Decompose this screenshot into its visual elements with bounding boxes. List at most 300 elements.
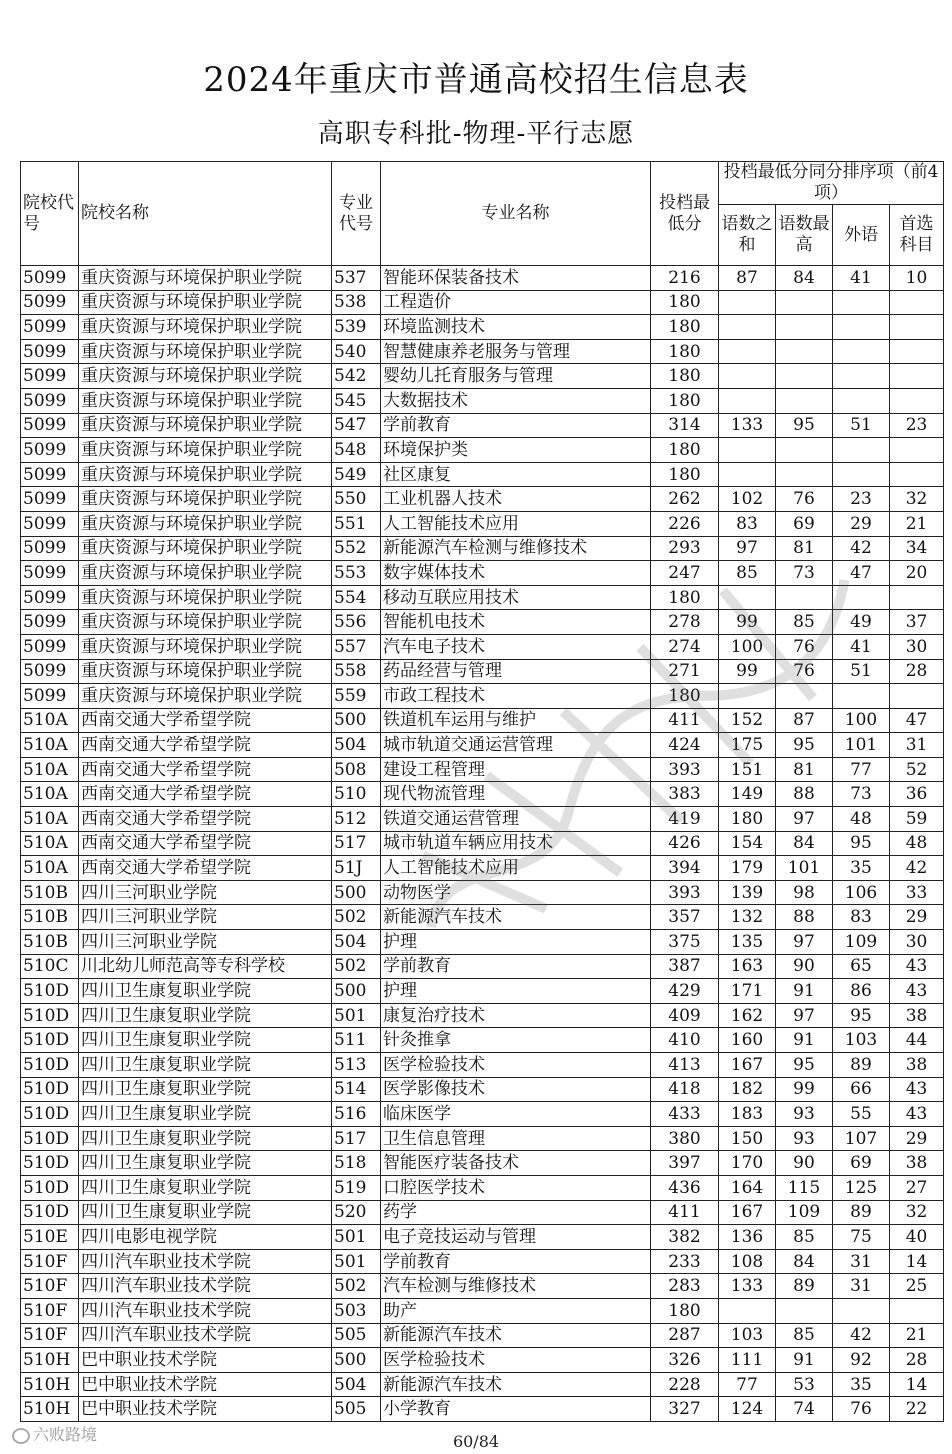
foreign-lang-cell: 103	[833, 1028, 890, 1053]
major-code-cell: 501	[332, 1249, 381, 1274]
foreign-lang-cell: 75	[833, 1225, 890, 1250]
major-code-cell: 513	[332, 1053, 381, 1078]
school-name-cell: 四川汽车职业技术学院	[79, 1323, 332, 1348]
table-row	[21, 585, 944, 610]
max-cn-math-cell	[776, 684, 833, 709]
page-title: 2024年重庆市普通高校招生信息表	[203, 60, 749, 100]
school-name-cell: 重庆资源与环境保护职业学院	[79, 315, 332, 340]
sum-cn-math-cell: 108	[719, 1249, 776, 1274]
sum-cn-math-cell: 103	[719, 1323, 776, 1348]
first-subject-cell: 43	[890, 1077, 944, 1102]
table-row	[21, 1225, 944, 1250]
min-score-cell: 274	[651, 634, 719, 659]
sum-cn-math-cell: 83	[719, 511, 776, 536]
school-name-cell: 重庆资源与环境保护职业学院	[79, 388, 332, 413]
major-code-cell: 519	[332, 1175, 381, 1200]
school-code-cell: 5099	[21, 462, 79, 487]
school-code-cell: 510A	[21, 807, 79, 832]
major-name-cell: 临床医学	[381, 1102, 651, 1127]
header-school-name: 院校名称	[79, 162, 332, 266]
foreign-lang-cell: 41	[833, 634, 890, 659]
foreign-lang-cell	[833, 684, 890, 709]
sum-cn-math-cell	[719, 585, 776, 610]
foreign-lang-cell: 29	[833, 511, 890, 536]
school-code-cell: 510F	[21, 1274, 79, 1299]
major-code-cell: 500	[332, 880, 381, 905]
foreign-lang-cell: 51	[833, 659, 890, 684]
min-score-cell: 180	[651, 339, 719, 364]
first-subject-cell: 47	[890, 708, 944, 733]
major-name-cell: 学前教育	[381, 954, 651, 979]
max-cn-math-cell: 81	[776, 536, 833, 561]
foreign-lang-cell: 49	[833, 610, 890, 635]
school-code-cell: 510B	[21, 905, 79, 930]
first-subject-cell: 48	[890, 831, 944, 856]
school-name-cell: 西南交通大学希望学院	[79, 733, 332, 758]
sum-cn-math-cell: 77	[719, 1372, 776, 1397]
admission-table	[20, 161, 944, 1422]
sum-cn-math-cell	[719, 1298, 776, 1323]
major-code-cell: 511	[332, 1028, 381, 1053]
major-code-cell: 504	[332, 930, 381, 955]
school-code-cell: 510F	[21, 1249, 79, 1274]
foreign-lang-cell: 83	[833, 905, 890, 930]
school-name-cell: 西南交通大学希望学院	[79, 708, 332, 733]
table-row	[21, 880, 944, 905]
foreign-lang-cell: 31	[833, 1274, 890, 1299]
max-cn-math-cell: 88	[776, 782, 833, 807]
sum-cn-math-cell: 164	[719, 1175, 776, 1200]
school-code-cell: 510D	[21, 1151, 79, 1176]
table-row	[21, 438, 944, 463]
sum-cn-math-cell: 170	[719, 1151, 776, 1176]
header-school-code: 院校代号	[21, 162, 79, 266]
school-name-cell: 巴中职业技术学院	[79, 1372, 332, 1397]
min-score-cell: 278	[651, 610, 719, 635]
sum-cn-math-cell: 111	[719, 1348, 776, 1373]
major-name-cell: 医学检验技术	[381, 1348, 651, 1373]
major-code-cell: 540	[332, 339, 381, 364]
school-name-cell: 重庆资源与环境保护职业学院	[79, 462, 332, 487]
min-score-cell: 418	[651, 1077, 719, 1102]
table-row	[21, 1298, 944, 1323]
min-score-cell: 387	[651, 954, 719, 979]
major-name-cell: 新能源汽车技术	[381, 905, 651, 930]
foreign-lang-cell: 42	[833, 1323, 890, 1348]
foreign-lang-cell: 23	[833, 487, 890, 512]
school-code-cell: 510D	[21, 1003, 79, 1028]
major-code-cell: 51J	[332, 856, 381, 881]
major-name-cell: 康复治疗技术	[381, 1003, 651, 1028]
sum-cn-math-cell: 160	[719, 1028, 776, 1053]
table-row	[21, 561, 944, 586]
school-code-cell: 510D	[21, 1200, 79, 1225]
foreign-lang-cell	[833, 339, 890, 364]
min-score-cell: 394	[651, 856, 719, 881]
major-name-cell: 社区康复	[381, 462, 651, 487]
school-code-cell: 510F	[21, 1323, 79, 1348]
min-score-cell: 410	[651, 1028, 719, 1053]
school-name-cell: 巴中职业技术学院	[79, 1348, 332, 1373]
school-name-cell: 四川卫生康复职业学院	[79, 1077, 332, 1102]
min-score-cell: 228	[651, 1372, 719, 1397]
school-code-cell: 510H	[21, 1348, 79, 1373]
table-row	[21, 757, 944, 782]
first-subject-cell: 38	[890, 1151, 944, 1176]
school-code-cell: 5099	[21, 339, 79, 364]
major-name-cell: 移动互联应用技术	[381, 585, 651, 610]
major-code-cell: 548	[332, 438, 381, 463]
max-cn-math-cell: 99	[776, 1077, 833, 1102]
school-name-cell: 西南交通大学希望学院	[79, 856, 332, 881]
max-cn-math-cell: 84	[776, 1249, 833, 1274]
max-cn-math-cell: 69	[776, 511, 833, 536]
first-subject-cell: 10	[890, 266, 944, 291]
major-name-cell: 大数据技术	[381, 388, 651, 413]
first-subject-cell: 14	[890, 1372, 944, 1397]
table-row	[21, 708, 944, 733]
school-name-cell: 四川卫生康复职业学院	[79, 1151, 332, 1176]
first-subject-cell	[890, 339, 944, 364]
table-row	[21, 634, 944, 659]
table-row	[21, 1151, 944, 1176]
school-name-cell: 重庆资源与环境保护职业学院	[79, 684, 332, 709]
foreign-lang-cell: 92	[833, 1348, 890, 1373]
school-code-cell: 510A	[21, 733, 79, 758]
school-code-cell: 510A	[21, 856, 79, 881]
first-subject-cell: 31	[890, 733, 944, 758]
max-cn-math-cell	[776, 1298, 833, 1323]
table-row	[21, 1077, 944, 1102]
foreign-lang-cell: 76	[833, 1397, 890, 1422]
school-name-cell: 四川卫生康复职业学院	[79, 979, 332, 1004]
major-name-cell: 新能源汽车技术	[381, 1372, 651, 1397]
school-code-cell: 510A	[21, 708, 79, 733]
major-name-cell: 口腔医学技术	[381, 1175, 651, 1200]
min-score-cell: 357	[651, 905, 719, 930]
first-subject-cell	[890, 684, 944, 709]
max-cn-math-cell: 97	[776, 807, 833, 832]
school-code-cell: 510D	[21, 1102, 79, 1127]
major-code-cell: 542	[332, 364, 381, 389]
header-sub3: 外语	[833, 205, 890, 266]
major-code-cell: 500	[332, 1348, 381, 1373]
major-name-cell: 智能医疗装备技术	[381, 1151, 651, 1176]
max-cn-math-cell: 101	[776, 856, 833, 881]
foreign-lang-cell	[833, 462, 890, 487]
table-row	[21, 1028, 944, 1053]
min-score-cell: 327	[651, 1397, 719, 1422]
sum-cn-math-cell: 154	[719, 831, 776, 856]
sum-cn-math-cell: 182	[719, 1077, 776, 1102]
sum-cn-math-cell: 133	[719, 1274, 776, 1299]
school-code-cell: 510E	[21, 1225, 79, 1250]
foreign-lang-cell: 107	[833, 1126, 890, 1151]
major-name-cell: 学前教育	[381, 1249, 651, 1274]
major-code-cell: 501	[332, 1225, 381, 1250]
min-score-cell: 180	[651, 684, 719, 709]
min-score-cell: 393	[651, 757, 719, 782]
major-code-cell: 557	[332, 634, 381, 659]
max-cn-math-cell: 95	[776, 1053, 833, 1078]
sum-cn-math-cell: 100	[719, 634, 776, 659]
sum-cn-math-cell: 162	[719, 1003, 776, 1028]
max-cn-math-cell: 95	[776, 733, 833, 758]
school-code-cell: 5099	[21, 364, 79, 389]
table-row	[21, 1397, 944, 1422]
first-subject-cell: 34	[890, 536, 944, 561]
first-subject-cell	[890, 585, 944, 610]
header-sub4: 首选科目	[890, 205, 944, 266]
max-cn-math-cell: 91	[776, 1348, 833, 1373]
major-name-cell: 助产	[381, 1298, 651, 1323]
first-subject-cell	[890, 388, 944, 413]
sum-cn-math-cell: 135	[719, 930, 776, 955]
first-subject-cell: 22	[890, 1397, 944, 1422]
first-subject-cell: 25	[890, 1274, 944, 1299]
school-name-cell: 四川三河职业学院	[79, 930, 332, 955]
major-name-cell: 智能机电技术	[381, 610, 651, 635]
major-code-cell: 500	[332, 708, 381, 733]
header-min-score: 投档最低分	[651, 162, 719, 266]
max-cn-math-cell: 89	[776, 1274, 833, 1299]
min-score-cell: 180	[651, 438, 719, 463]
sum-cn-math-cell: 149	[719, 782, 776, 807]
major-name-cell: 新能源汽车检测与维修技术	[381, 536, 651, 561]
min-score-cell: 180	[651, 585, 719, 610]
major-name-cell: 建设工程管理	[381, 757, 651, 782]
max-cn-math-cell: 109	[776, 1200, 833, 1225]
foreign-lang-cell	[833, 364, 890, 389]
max-cn-math-cell: 74	[776, 1397, 833, 1422]
min-score-cell: 262	[651, 487, 719, 512]
school-name-cell: 四川卫生康复职业学院	[79, 1053, 332, 1078]
major-code-cell: 514	[332, 1077, 381, 1102]
max-cn-math-cell: 85	[776, 1225, 833, 1250]
foreign-lang-cell	[833, 585, 890, 610]
table-row	[21, 1053, 944, 1078]
foreign-lang-cell: 106	[833, 880, 890, 905]
table-row	[21, 339, 944, 364]
header-sub1: 语数之和	[719, 205, 776, 266]
school-code-cell: 5099	[21, 290, 79, 315]
school-name-cell: 西南交通大学希望学院	[79, 782, 332, 807]
school-name-cell: 四川卫生康复职业学院	[79, 1175, 332, 1200]
table-row	[21, 1200, 944, 1225]
foreign-lang-cell: 51	[833, 413, 890, 438]
sum-cn-math-cell: 151	[719, 757, 776, 782]
min-score-cell: 283	[651, 1274, 719, 1299]
first-subject-cell: 21	[890, 1323, 944, 1348]
table-row	[21, 733, 944, 758]
max-cn-math-cell: 85	[776, 610, 833, 635]
major-code-cell: 502	[332, 1274, 381, 1299]
sum-cn-math-cell: 124	[719, 1397, 776, 1422]
min-score-cell: 271	[651, 659, 719, 684]
first-subject-cell: 37	[890, 610, 944, 635]
foreign-lang-cell: 55	[833, 1102, 890, 1127]
major-name-cell: 铁道交通运营管理	[381, 807, 651, 832]
table-row	[21, 610, 944, 635]
table-row	[21, 807, 944, 832]
foreign-lang-cell: 95	[833, 831, 890, 856]
major-name-cell: 工业机器人技术	[381, 487, 651, 512]
major-code-cell: 516	[332, 1102, 381, 1127]
foreign-lang-cell: 66	[833, 1077, 890, 1102]
school-name-cell: 四川卫生康复职业学院	[79, 1003, 332, 1028]
sum-cn-math-cell: 163	[719, 954, 776, 979]
first-subject-cell: 29	[890, 905, 944, 930]
first-subject-cell: 30	[890, 634, 944, 659]
major-code-cell: 551	[332, 511, 381, 536]
foreign-lang-cell: 41	[833, 266, 890, 291]
max-cn-math-cell: 93	[776, 1126, 833, 1151]
table-row	[21, 1323, 944, 1348]
max-cn-math-cell: 53	[776, 1372, 833, 1397]
major-name-cell: 智慧健康养老服务与管理	[381, 339, 651, 364]
school-code-cell: 5099	[21, 536, 79, 561]
table-row	[21, 684, 944, 709]
table-row	[21, 1372, 944, 1397]
min-score-cell: 411	[651, 1200, 719, 1225]
major-code-cell: 538	[332, 290, 381, 315]
school-code-cell: 5099	[21, 684, 79, 709]
school-name-cell: 西南交通大学希望学院	[79, 757, 332, 782]
table-row	[21, 782, 944, 807]
major-code-cell: 549	[332, 462, 381, 487]
major-code-cell: 508	[332, 757, 381, 782]
school-name-cell: 重庆资源与环境保护职业学院	[79, 511, 332, 536]
first-subject-cell: 28	[890, 1348, 944, 1373]
school-name-cell: 重庆资源与环境保护职业学院	[79, 364, 332, 389]
major-name-cell: 汽车电子技术	[381, 634, 651, 659]
major-code-cell: 559	[332, 684, 381, 709]
min-score-cell: 419	[651, 807, 719, 832]
major-code-cell: 545	[332, 388, 381, 413]
page-subtitle: 高职专科批-物理-平行志愿	[317, 119, 635, 149]
sum-cn-math-cell: 139	[719, 880, 776, 905]
foreign-lang-cell: 101	[833, 733, 890, 758]
school-name-cell: 重庆资源与环境保护职业学院	[79, 561, 332, 586]
max-cn-math-cell: 98	[776, 880, 833, 905]
table-row	[21, 536, 944, 561]
school-name-cell: 四川电影电视学院	[79, 1225, 332, 1250]
max-cn-math-cell: 90	[776, 1151, 833, 1176]
school-code-cell: 5099	[21, 511, 79, 536]
first-subject-cell	[890, 438, 944, 463]
max-cn-math-cell: 97	[776, 1003, 833, 1028]
first-subject-cell	[890, 315, 944, 340]
school-code-cell: 510A	[21, 757, 79, 782]
major-name-cell: 智能环保装备技术	[381, 266, 651, 291]
sum-cn-math-cell: 171	[719, 979, 776, 1004]
school-code-cell: 510A	[21, 782, 79, 807]
school-code-cell: 510C	[21, 954, 79, 979]
max-cn-math-cell	[776, 290, 833, 315]
min-score-cell: 180	[651, 290, 719, 315]
first-subject-cell: 43	[890, 1102, 944, 1127]
school-code-cell: 5099	[21, 315, 79, 340]
brand-text: 六败路境	[33, 1425, 98, 1444]
table-row	[21, 1126, 944, 1151]
min-score-cell: 293	[651, 536, 719, 561]
max-cn-math-cell: 76	[776, 659, 833, 684]
table-row	[21, 1003, 944, 1028]
min-score-cell: 380	[651, 1126, 719, 1151]
min-score-cell: 411	[651, 708, 719, 733]
major-code-cell: 558	[332, 659, 381, 684]
first-subject-cell: 27	[890, 1175, 944, 1200]
school-name-cell: 西南交通大学希望学院	[79, 831, 332, 856]
max-cn-math-cell: 85	[776, 1323, 833, 1348]
sum-cn-math-cell: 152	[719, 708, 776, 733]
foreign-lang-cell: 89	[833, 1053, 890, 1078]
foreign-lang-cell: 31	[833, 1249, 890, 1274]
sum-cn-math-cell: 167	[719, 1200, 776, 1225]
table-body	[21, 266, 944, 1422]
major-name-cell: 市政工程技术	[381, 684, 651, 709]
table-row	[21, 462, 944, 487]
min-score-cell: 180	[651, 462, 719, 487]
min-score-cell: 424	[651, 733, 719, 758]
major-name-cell: 新能源汽车技术	[381, 1323, 651, 1348]
min-score-cell: 383	[651, 782, 719, 807]
major-name-cell: 护理	[381, 979, 651, 1004]
foreign-lang-cell	[833, 1298, 890, 1323]
school-code-cell: 510H	[21, 1397, 79, 1422]
sum-cn-math-cell: 179	[719, 856, 776, 881]
major-code-cell: 517	[332, 1126, 381, 1151]
max-cn-math-cell	[776, 388, 833, 413]
sum-cn-math-cell: 85	[719, 561, 776, 586]
min-score-cell: 180	[651, 315, 719, 340]
major-name-cell: 汽车检测与维修技术	[381, 1274, 651, 1299]
first-subject-cell: 38	[890, 1003, 944, 1028]
school-code-cell: 5099	[21, 634, 79, 659]
school-name-cell: 巴中职业技术学院	[79, 1397, 332, 1422]
foreign-lang-cell: 95	[833, 1003, 890, 1028]
first-subject-cell: 42	[890, 856, 944, 881]
school-code-cell: 510D	[21, 1053, 79, 1078]
table-header	[21, 162, 944, 266]
header-sub2: 语数最高	[776, 205, 833, 266]
max-cn-math-cell: 81	[776, 757, 833, 782]
min-score-cell: 247	[651, 561, 719, 586]
first-subject-cell: 59	[890, 807, 944, 832]
sum-cn-math-cell: 99	[719, 610, 776, 635]
school-code-cell: 5099	[21, 561, 79, 586]
first-subject-cell: 29	[890, 1126, 944, 1151]
major-name-cell: 工程造价	[381, 290, 651, 315]
major-name-cell: 药学	[381, 1200, 651, 1225]
major-code-cell: 504	[332, 733, 381, 758]
foreign-lang-cell: 89	[833, 1200, 890, 1225]
sum-cn-math-cell	[719, 339, 776, 364]
table-row	[21, 930, 944, 955]
min-score-cell: 180	[651, 364, 719, 389]
school-name-cell: 重庆资源与环境保护职业学院	[79, 266, 332, 291]
max-cn-math-cell	[776, 462, 833, 487]
major-name-cell: 铁道机车运用与维护	[381, 708, 651, 733]
school-name-cell: 四川汽车职业技术学院	[79, 1274, 332, 1299]
major-code-cell: 505	[332, 1397, 381, 1422]
first-subject-cell: 43	[890, 979, 944, 1004]
school-name-cell: 四川卫生康复职业学院	[79, 1102, 332, 1127]
max-cn-math-cell: 97	[776, 930, 833, 955]
major-name-cell: 学前教育	[381, 413, 651, 438]
table-row	[21, 290, 944, 315]
table-row	[21, 487, 944, 512]
